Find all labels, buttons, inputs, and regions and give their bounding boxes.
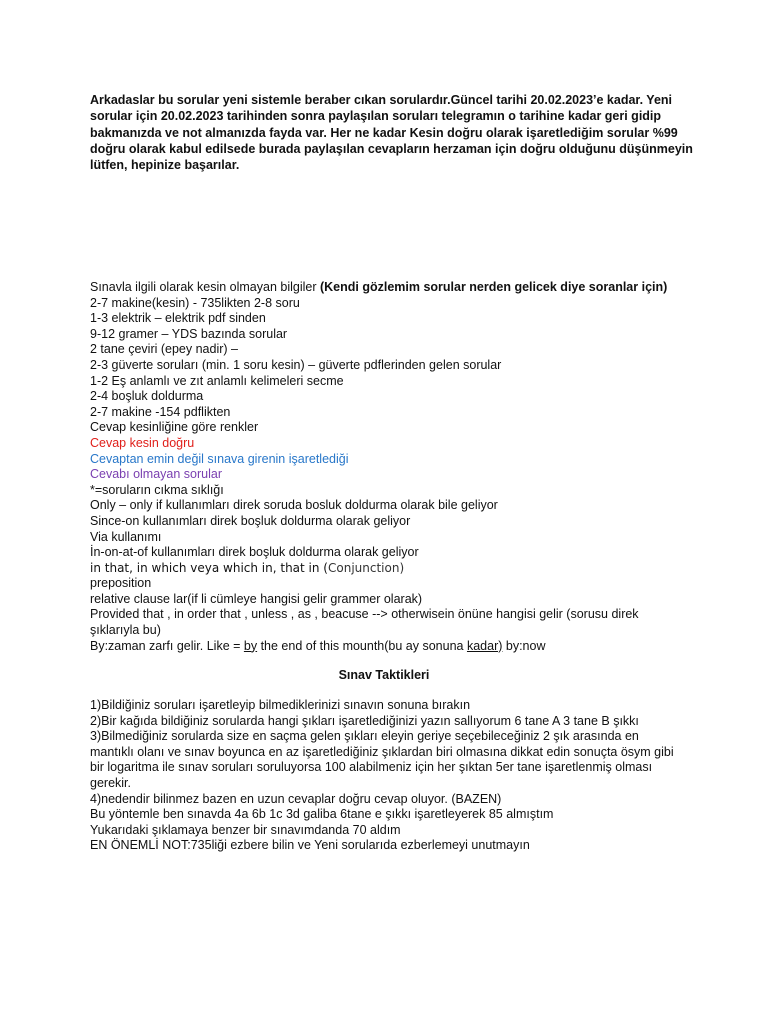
by-usage-line [90, 639, 690, 655]
notes-line: Cevap kesinliğine göre renkler [90, 420, 259, 435]
notes-line: 2 tane çeviri (epey nadir) – [90, 342, 238, 357]
notes-line: 2-4 boşluk doldurma [90, 389, 204, 404]
notes-line: İn-on-at-of kullanımları direk boşluk doldurma olarak geliyor [90, 545, 419, 560]
tactics-line: mantıklı olanı ve sınav boyunca en az işaretlediğiniz şıklardan biri olmasına dikkat edin sonuçta ösym gibi [90, 744, 674, 759]
notes-title-plain: Sınavla ilgili olarak kesin olmayan bilgiler [90, 280, 320, 294]
tactics-line: 3)Bilmediğiniz sorularda size en saçma gelen şıkları eleyin geriye seçebileceğiniz 2 şık arasında en [90, 729, 639, 744]
exam-notes-section [90, 280, 690, 654]
legend-correct: Cevap kesin doğru [90, 435, 195, 450]
intro-line: bakmanızda ve not almanızda fayda var. Her ne kadar Kesin doğru olarak işaretlediğim sorular %99 [90, 125, 678, 140]
notes-line: Only – only if kullanımları direk soruda bosluk doldurma olarak bile geliyor [90, 498, 498, 513]
tactics-line: gerekir. [90, 775, 131, 790]
intro-line: lütfen, hepinize başarılar. [90, 158, 240, 173]
conjunction-text: in that, in which veya which in, that in ( [90, 560, 328, 575]
notes-line: 9-12 gramer – YDS bazında sorular [90, 326, 288, 341]
notes-line: 2-7 makine -154 pdflikten [90, 404, 231, 419]
conjunction-label: Conjunction) [328, 560, 405, 575]
tactics-line: 2)Bir kağıda bildiğiniz sorularda hangi şıkları işaretlediğinizi yazın sallıyorum 6 tane A 3 tane B şıkkı [90, 713, 639, 728]
notes-line: 1-3 elektrik – elektrik pdf sinden [90, 311, 266, 326]
by-underlined: by [243, 638, 258, 653]
notes-line: 2-7 makine(kesin) - 735likten 2-8 soru [90, 295, 300, 310]
notes-line: Via kullanımı [90, 529, 162, 544]
notes-line: preposition [90, 576, 152, 591]
tactics-line: EN ÖNEMLİ NOT:735liği ezbere bilin ve Yeni sorularıda ezberlemeyi unutmayın [90, 838, 530, 853]
intro-line: sorular için 20.02.2023 tarihinden sonra paylaşılan soruları telegramın o tarihine kadar geri gidip [90, 109, 662, 124]
notes-line: Provided that , in order that , unless , as , beacuse --> otherwisein önüne hangisi gelir (sorusu direk [90, 607, 639, 622]
by-usage-text: the end of this mounth(bu ay sonuna [257, 638, 467, 653]
tactics-line: Yukarıdaki şıklamaya benzer bir sınavımdanda 70 aldım [90, 822, 401, 837]
tactics-heading: Sınav Taktikleri [338, 668, 430, 682]
by-usage-text: by:now [502, 638, 546, 653]
legend-no-answer: Cevabı olmayan sorular [90, 467, 223, 482]
tactics-line: 1)Bildiğiniz soruları işaretleyip bilmediklerinizi sınavın sonuna bırakın [90, 698, 471, 712]
kadar-underlined: kadar) [466, 638, 503, 653]
tactics-line: 4)nedendir bilinmez bazen en uzun cevaplar doğru cevap oluyor. (BAZEN) [90, 791, 502, 806]
notes-line: *=soruların cıkma sıklığı [90, 482, 224, 497]
intro-line: Arkadaslar bu sorular yeni sistemle beraber cıkan sorulardır.Güncel tarihi 20.02.2023’e kadar. Yeni [90, 93, 673, 107]
notes-title [90, 280, 690, 296]
by-usage-text: By:zaman zarfı gelir. Like = [90, 638, 244, 653]
notes-line: 2-3 güverte soruları (min. 1 soru kesin) – güverte pdflerinden gelen sorular [90, 357, 502, 372]
notes-line: şıklarıyla bu) [90, 623, 161, 638]
conjunction-line [90, 561, 690, 577]
tactics-line: bir logaritma ile sınav soruları soruluyorsa 100 alabilmeniz için her şıktan 5er tane işaretlenmiş olması [90, 760, 653, 775]
tactics-line: Bu yöntemle ben sınavda 4a 6b 1c 3d galiba 6tane e şıkkı işaretleyerek 85 almıştım [90, 807, 554, 822]
tactics-section [90, 698, 710, 854]
notes-line: Since-on kullanımları direk boşluk doldurma olarak geliyor [90, 513, 411, 528]
notes-title-bold: (Kendi gözlemim sorular nerden gelicek diye soranlar için) [319, 280, 668, 294]
notes-line: relative clause lar(if li cümleye hangisi gelir grammer olarak) [90, 591, 423, 606]
legend-unsure: Cevaptan emin değil sınava girenin işaretlediği [90, 451, 349, 466]
intro-paragraph [90, 92, 693, 173]
notes-line: 1-2 Eş anlamlı ve zıt anlamlı kelimeleri secme [90, 373, 344, 388]
intro-line: doğru olarak kabul edilsede burada paylaşılan cevapların herzaman için doğru olduğunu düşünmeyin [90, 141, 693, 156]
